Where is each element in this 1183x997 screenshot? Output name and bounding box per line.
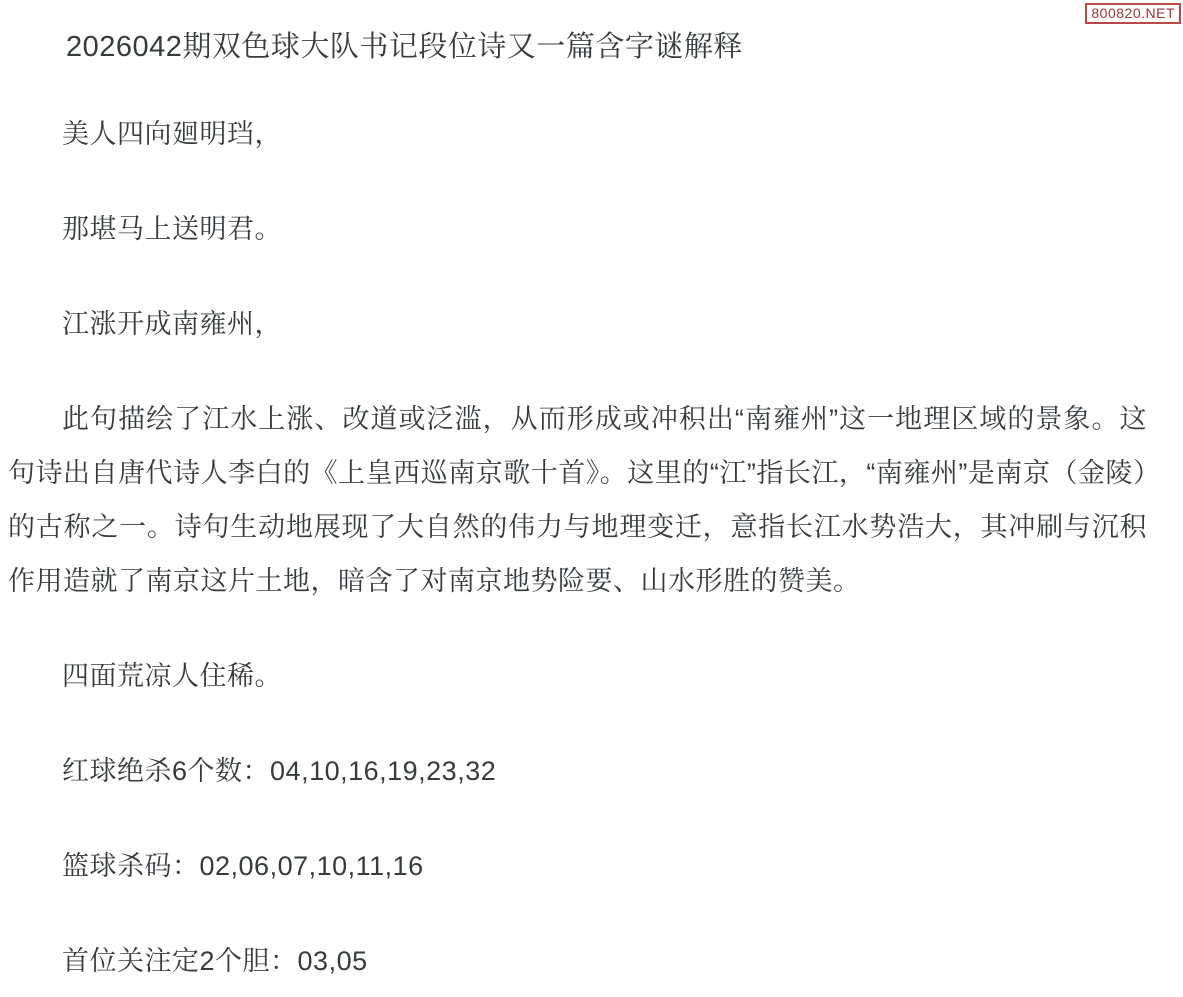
poem-line-2: 那堪马上送明君。 [62,214,282,244]
red-ball-kill-numbers: 04,10,16,19,23,32 [270,756,497,786]
blue-ball-kill-numbers: 02,06,07,10,11,16 [199,851,424,881]
red-ball-kill-line [8,744,1147,798]
blue-ball-kill-label: 篮球杀码： [62,851,200,881]
red-ball-kill-label: 红球绝杀6个数： [62,756,271,786]
first-position-dan-line [8,934,1147,988]
poem-line-4: 四面荒凉人住稀。 [62,661,282,691]
poem-line-3: 江涨开成南雍州， [62,309,282,339]
site-watermark-badge: 800820.NET [1085,3,1181,24]
article-title: 2026042期双色球大队书记段位诗又一篇含字谜解释 [66,31,743,63]
first-position-dan-numbers: 03,05 [297,946,368,976]
poem-analysis-paragraph: 此句描绘了江水上涨、改道或泛滥，从而形成或冲积出“南雍州”这一地理区域的景象。这句诗出自唐代诗人李白的《上皇西巡南京歌十首》。这里的“江”指长江，“南雍州”是南京（金陵）的古称之一。诗句生动地展现了大自然的伟力与地理变迁，意指长江水势浩大，其冲刷与沉积作用造就了南京这片土地，暗含了对南京地势险要、山水形胜的赞美。 [8,404,1147,596]
poem-line-1: 美人四向廻明珰， [62,119,282,149]
blue-ball-kill-line [8,839,1147,893]
first-position-dan-label: 首位关注定2个胆： [62,946,298,976]
